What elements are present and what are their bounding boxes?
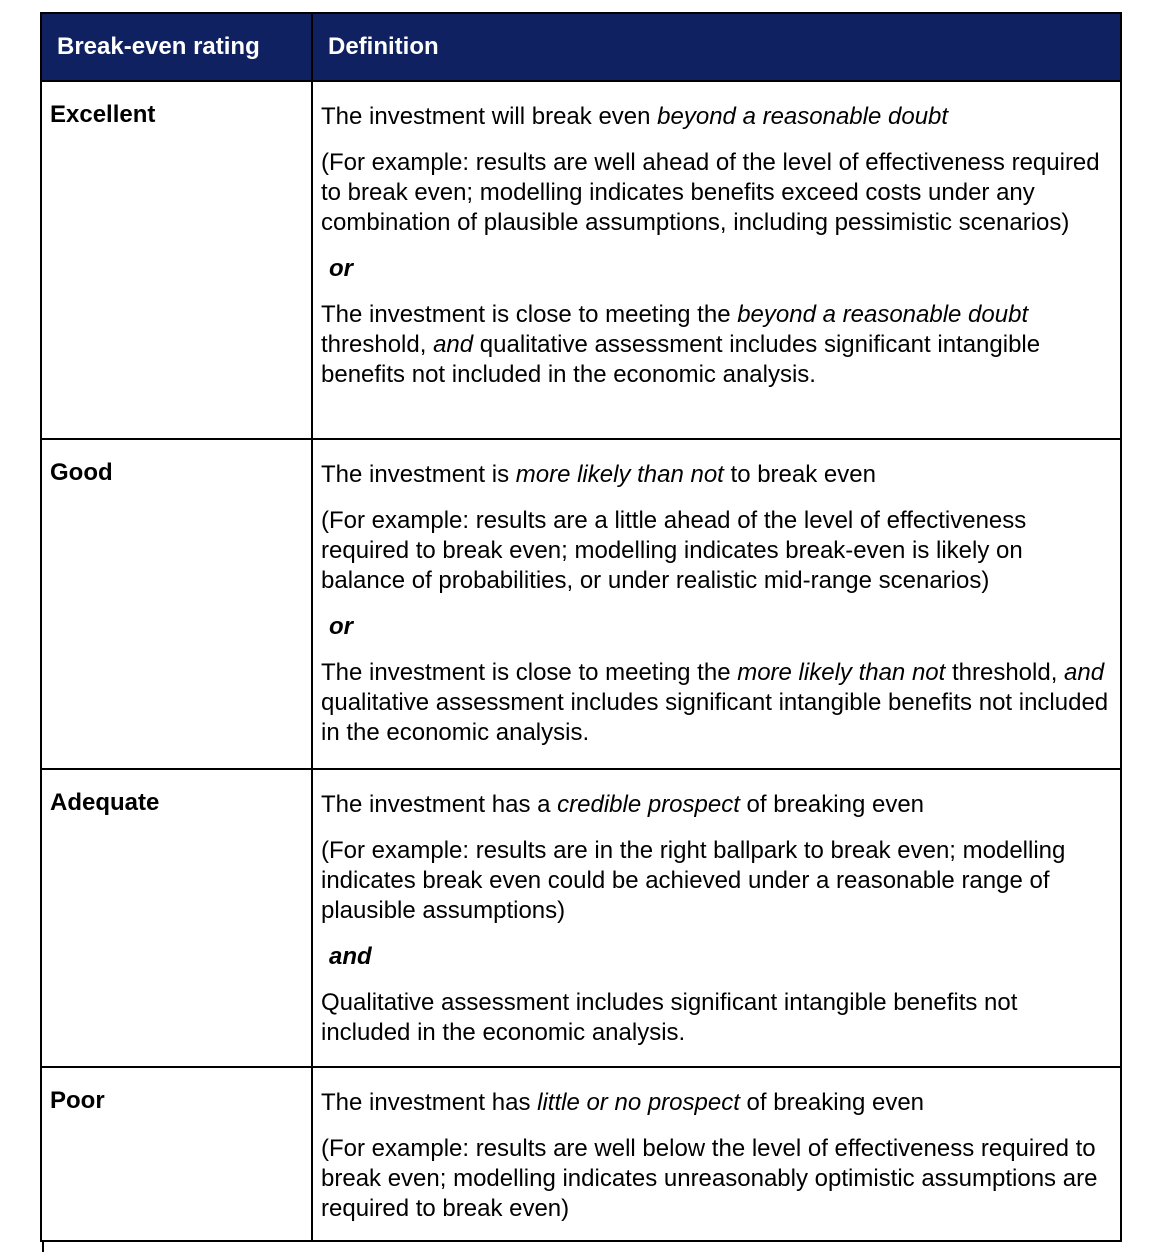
statement-emphasis: beyond a reasonable doubt	[657, 103, 949, 130]
definition-example: (For example: results are well below the level of effectiveness required to break even; modelling indicates unreasonably optimistic assumptions are required to break even)	[321, 1135, 1098, 1222]
definition-statement	[321, 102, 1112, 132]
rating-label: Adequate	[41, 769, 312, 1067]
column-header-definition: Definition	[312, 13, 1121, 81]
table-header-row	[41, 13, 1121, 81]
definition-alternative	[321, 300, 1112, 390]
statement-text: The investment is	[321, 461, 516, 488]
statement-text: of breaking even	[739, 1089, 925, 1116]
alt-text: The investment is close to meeting the	[321, 301, 738, 328]
conjunction: or	[329, 255, 353, 282]
statement-text: The investment will break even	[321, 103, 658, 130]
alt-text: threshold,	[321, 331, 434, 358]
alt-emphasis-and: and	[433, 331, 474, 358]
statement-text: of breaking even	[739, 791, 925, 818]
definition-cell	[312, 81, 1121, 439]
column-header-rating: Break-even rating	[41, 13, 312, 81]
rating-label: Poor	[41, 1067, 312, 1241]
table-row-good	[41, 439, 1121, 769]
statement-text: to break even	[723, 461, 876, 488]
alt-text: The investment is close to meeting the	[321, 659, 738, 686]
text-cursor-mark	[42, 1240, 44, 1252]
break-even-rating-table	[40, 12, 1122, 1242]
statement-emphasis: little or no prospect	[537, 1089, 740, 1116]
definition-example: (For example: results are a little ahead of the level of effectiveness required to break even; modelling indicates break-even is likely on balance of probabilities, or under realistic mid-range scenarios)	[321, 507, 1027, 594]
conjunction: or	[329, 613, 353, 640]
rating-label: Good	[41, 439, 312, 769]
alt-emphasis: more likely than not	[737, 659, 946, 686]
alt-text: qualitative assessment includes significant intangible benefits not included in the economic analysis.	[321, 689, 1109, 746]
definition-example: (For example: results are well ahead of the level of effectiveness required to break even; modelling indicates benefits exceed costs under any combination of plausible assumptions, including pessimistic scenarios)	[321, 149, 1100, 236]
definition-example: (For example: results are in the right ballpark to break even; modelling indicates break even could be achieved under a reasonable range of plausible assumptions)	[321, 837, 1066, 924]
table-row-poor	[41, 1067, 1121, 1241]
definition-cell	[312, 1067, 1121, 1241]
definition-statement	[321, 460, 1112, 490]
rating-label: Excellent	[41, 81, 312, 439]
definition-cell	[312, 769, 1121, 1067]
definition-alternative: Qualitative assessment includes significant intangible benefits not included in the economic analysis.	[321, 989, 1018, 1046]
alt-emphasis: beyond a reasonable doubt	[737, 301, 1029, 328]
definition-statement	[321, 790, 1112, 820]
definition-alternative	[321, 658, 1112, 748]
table-row-excellent	[41, 81, 1121, 439]
table-row-adequate	[41, 769, 1121, 1067]
conjunction: and	[329, 943, 372, 970]
definition-cell	[312, 439, 1121, 769]
statement-text: The investment has a	[321, 791, 558, 818]
alt-text: threshold,	[945, 659, 1065, 686]
statement-text: The investment has	[321, 1089, 538, 1116]
statement-emphasis: more likely than not	[515, 461, 724, 488]
alt-text: qualitative assessment includes significant intangible benefits not included in the economic analysis.	[321, 331, 1041, 388]
definition-statement	[321, 1088, 1112, 1118]
alt-emphasis-and: and	[1064, 659, 1105, 686]
statement-emphasis: credible prospect	[557, 791, 740, 818]
